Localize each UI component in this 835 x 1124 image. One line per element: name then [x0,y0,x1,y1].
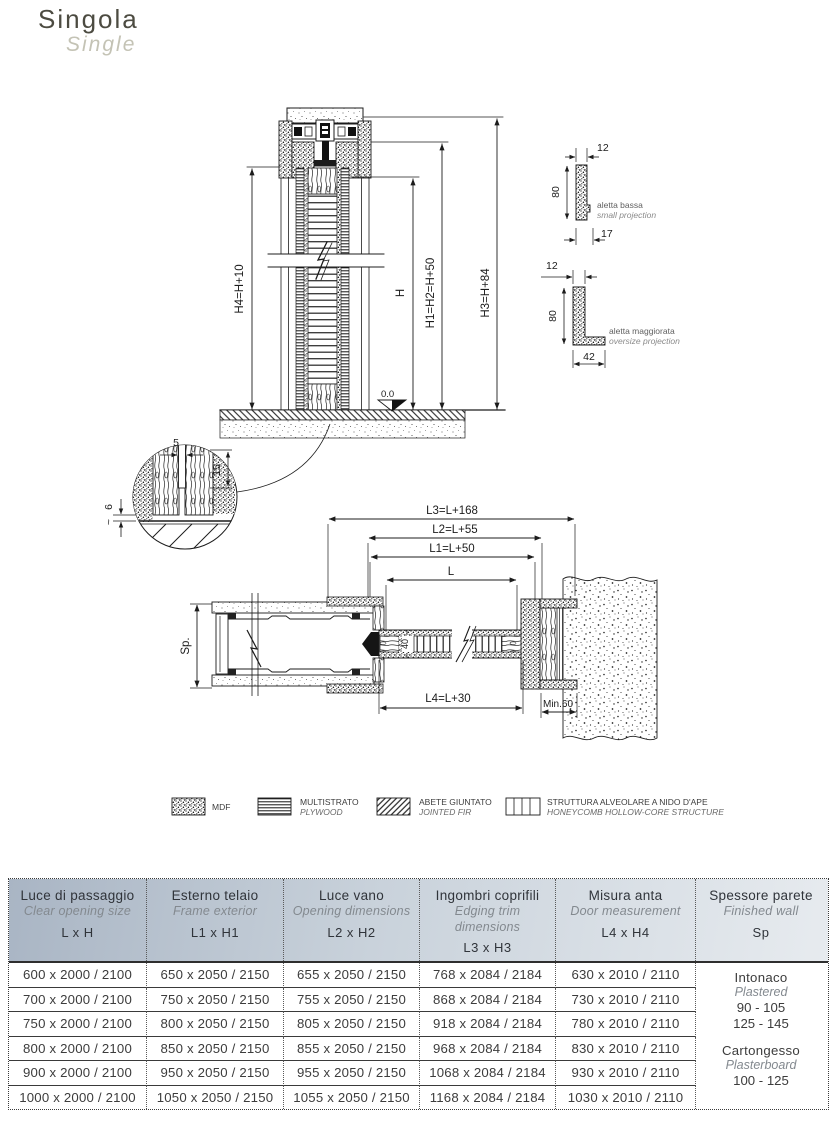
materials-legend [172,797,724,817]
dimensions-table [8,878,829,1110]
profile-small-label-en: small projection [597,210,657,220]
table-cell: 1168 x 2084 / 2184 [420,1086,556,1110]
door-top-rail [308,168,337,194]
table-cell: 830 x 2010 / 2110 [556,1037,696,1062]
dim-label-groove-depth: 15 [211,464,223,476]
legend-label-plywood-en: PLYWOOD [300,807,343,817]
table-cell: 800 x 2000 / 2100 [9,1037,147,1062]
table-cell: 630 x 2010 / 2110 [556,963,696,988]
dim-label-door-thickness: 40 [400,638,410,650]
dim-label-h: H [395,288,407,298]
table-cell: 950 x 2050 / 2150 [147,1061,284,1086]
dim-label-h1: H1=H2=H+50 [425,257,437,329]
table-cell: 600 x 2000 / 2100 [9,963,147,988]
floor-guide-detail [103,424,330,552]
table-cell: 655 x 2050 / 2150 [284,963,420,988]
table-cell: 805 x 2050 / 2150 [284,1012,420,1037]
table-cell: 768 x 2084 / 2184 [420,963,556,988]
legend-swatch-mdf [172,798,205,815]
floor-slab [220,420,465,438]
legend-label-plywood-it: MULTISTRATO [300,797,359,807]
table-body [9,963,828,1109]
legend-label-honeycomb-en: HONEYCOMB HOLLOW-CORE STRUCTURE [547,807,724,817]
dim-label-sp: Sp. [180,637,192,655]
table-header-row [9,879,828,963]
door-hanger [322,141,329,161]
col-header-clear-opening: Luce di passaggio Clear opening size L x H [9,879,147,961]
table-cell: 650 x 2050 / 2150 [147,963,284,988]
profile-oversize-label-it: aletta maggiorata [609,326,675,336]
table-cell: 900 x 2000 / 2100 [9,1061,147,1086]
dim-label-h3: H3=H+84 [480,268,492,318]
wall-thickness-cell: Intonaco Plastered 90 - 105 125 - 145 Cartongesso Plasterboard 100 - 125 [696,963,826,1109]
legend-label-honeycomb-it: STRUTTURA ALVEOLARE A NIDO D'APE [547,797,708,807]
door-bottom-rail [308,384,337,410]
col-header-finished-wall: Spessore parete Finished wall Sp [709,888,813,940]
table-cell: 1030 x 2010 / 2110 [556,1086,696,1110]
profile-small-label-it: aletta bassa [597,200,643,210]
table-cell: 1055 x 2050 / 2150 [284,1086,420,1110]
page-title-block [38,4,139,57]
profile-small-projection [550,142,656,245]
legend-swatch-fir [377,798,410,815]
table-cell: 750 x 2050 / 2150 [147,988,284,1013]
table-rows [9,963,696,1109]
table-cell: 730 x 2010 / 2110 [556,988,696,1013]
table-cell: 700 x 2000 / 2100 [9,988,147,1013]
door-honeycomb-core [308,194,337,384]
table-cell: 755 x 2050 / 2150 [284,988,420,1013]
table-cell: 918 x 2084 / 2184 [420,1012,556,1037]
table-cell: 1000 x 2000 / 2100 [9,1086,147,1110]
dim-label-l1: L1=L+50 [429,543,475,555]
closing-jamb-board [540,608,557,680]
col-header-door-measurement: Misura anta Door measurement L4 x H4 [556,879,696,961]
plan-section-drawing [180,505,657,740]
dim-label-oversize-base: 42 [583,351,595,363]
table-cell: 780 x 2010 / 2110 [556,1012,696,1037]
dim-label-l3: L3=L+168 [426,505,478,517]
pocket-end-channel [216,614,228,674]
vertical-section-drawing [220,108,505,438]
dim-label-oversize-width: 12 [546,260,558,272]
col-header-frame-exterior: Esterno telaio Frame exterior L1 x H1 [147,879,284,961]
table-cell: 955 x 2050 / 2150 [284,1061,420,1086]
legend-label-fir-it: ABETE GIUNTATO [419,797,492,807]
dim-label-l: L [447,566,455,578]
dim-label-small-height: 80 [550,186,562,198]
door-plywood-left [296,168,304,410]
table-cell: 855 x 2050 / 2150 [284,1037,420,1062]
page-subtitle: Single [66,33,137,56]
floor-level-label: 0.0 [381,389,395,400]
closing-jamb [521,599,540,689]
legend-label-mdf: MDF [212,802,231,812]
profile-oversize-projection [541,260,680,368]
wall-option-plasterboard: Cartongesso [721,1043,801,1058]
page-title: Singola [38,4,139,34]
dim-label-floor-gap: 6 [103,504,115,510]
table-cell: 850 x 2050 / 2150 [147,1037,284,1062]
col-header-edging-trim: Ingombri coprifili Edging trim dimensions L3 x H3 [420,879,556,961]
col-header-opening-dimensions: Luce vano Opening dimensions L2 x H2 [284,879,420,961]
dim-label-min-wall: Min.60 [543,699,574,710]
table-cell: 750 x 2000 / 2100 [9,1012,147,1037]
floor-screed [220,410,465,420]
dim-label-approx: ~ [103,518,115,526]
legend-swatch-plywood [258,798,291,815]
dim-label-oversize-height: 80 [547,310,559,322]
dim-label-small-base: 17 [601,228,613,240]
table-cell: 800 x 2050 / 2150 [147,1012,284,1037]
door-plywood-right [341,168,349,410]
profile-oversize-label-en: oversize projection [609,336,680,346]
wall-option-plastered: Intonaco [734,970,788,985]
legend-swatch-honeycomb [506,798,540,815]
dim-label-l2: L2=L+55 [432,524,478,536]
dim-label-h4: H4=H+10 [234,264,246,314]
table-cell: 1068 x 2084 / 2184 [420,1061,556,1086]
dim-label-groove-width: 5 [173,437,179,449]
legend-label-fir-en: JOINTED FIR [419,807,472,817]
table-cell: 968 x 2084 / 2184 [420,1037,556,1062]
break-symbol [247,630,261,667]
dim-label-small-width: 12 [597,142,609,154]
door-leading-edge [362,632,379,656]
dim-label-l4: L4=L+30 [425,693,471,705]
table-cell: 1050 x 2050 / 2150 [147,1086,284,1110]
table-cell: 930 x 2010 / 2110 [556,1061,696,1086]
table-cell: 868 x 2084 / 2184 [420,988,556,1013]
